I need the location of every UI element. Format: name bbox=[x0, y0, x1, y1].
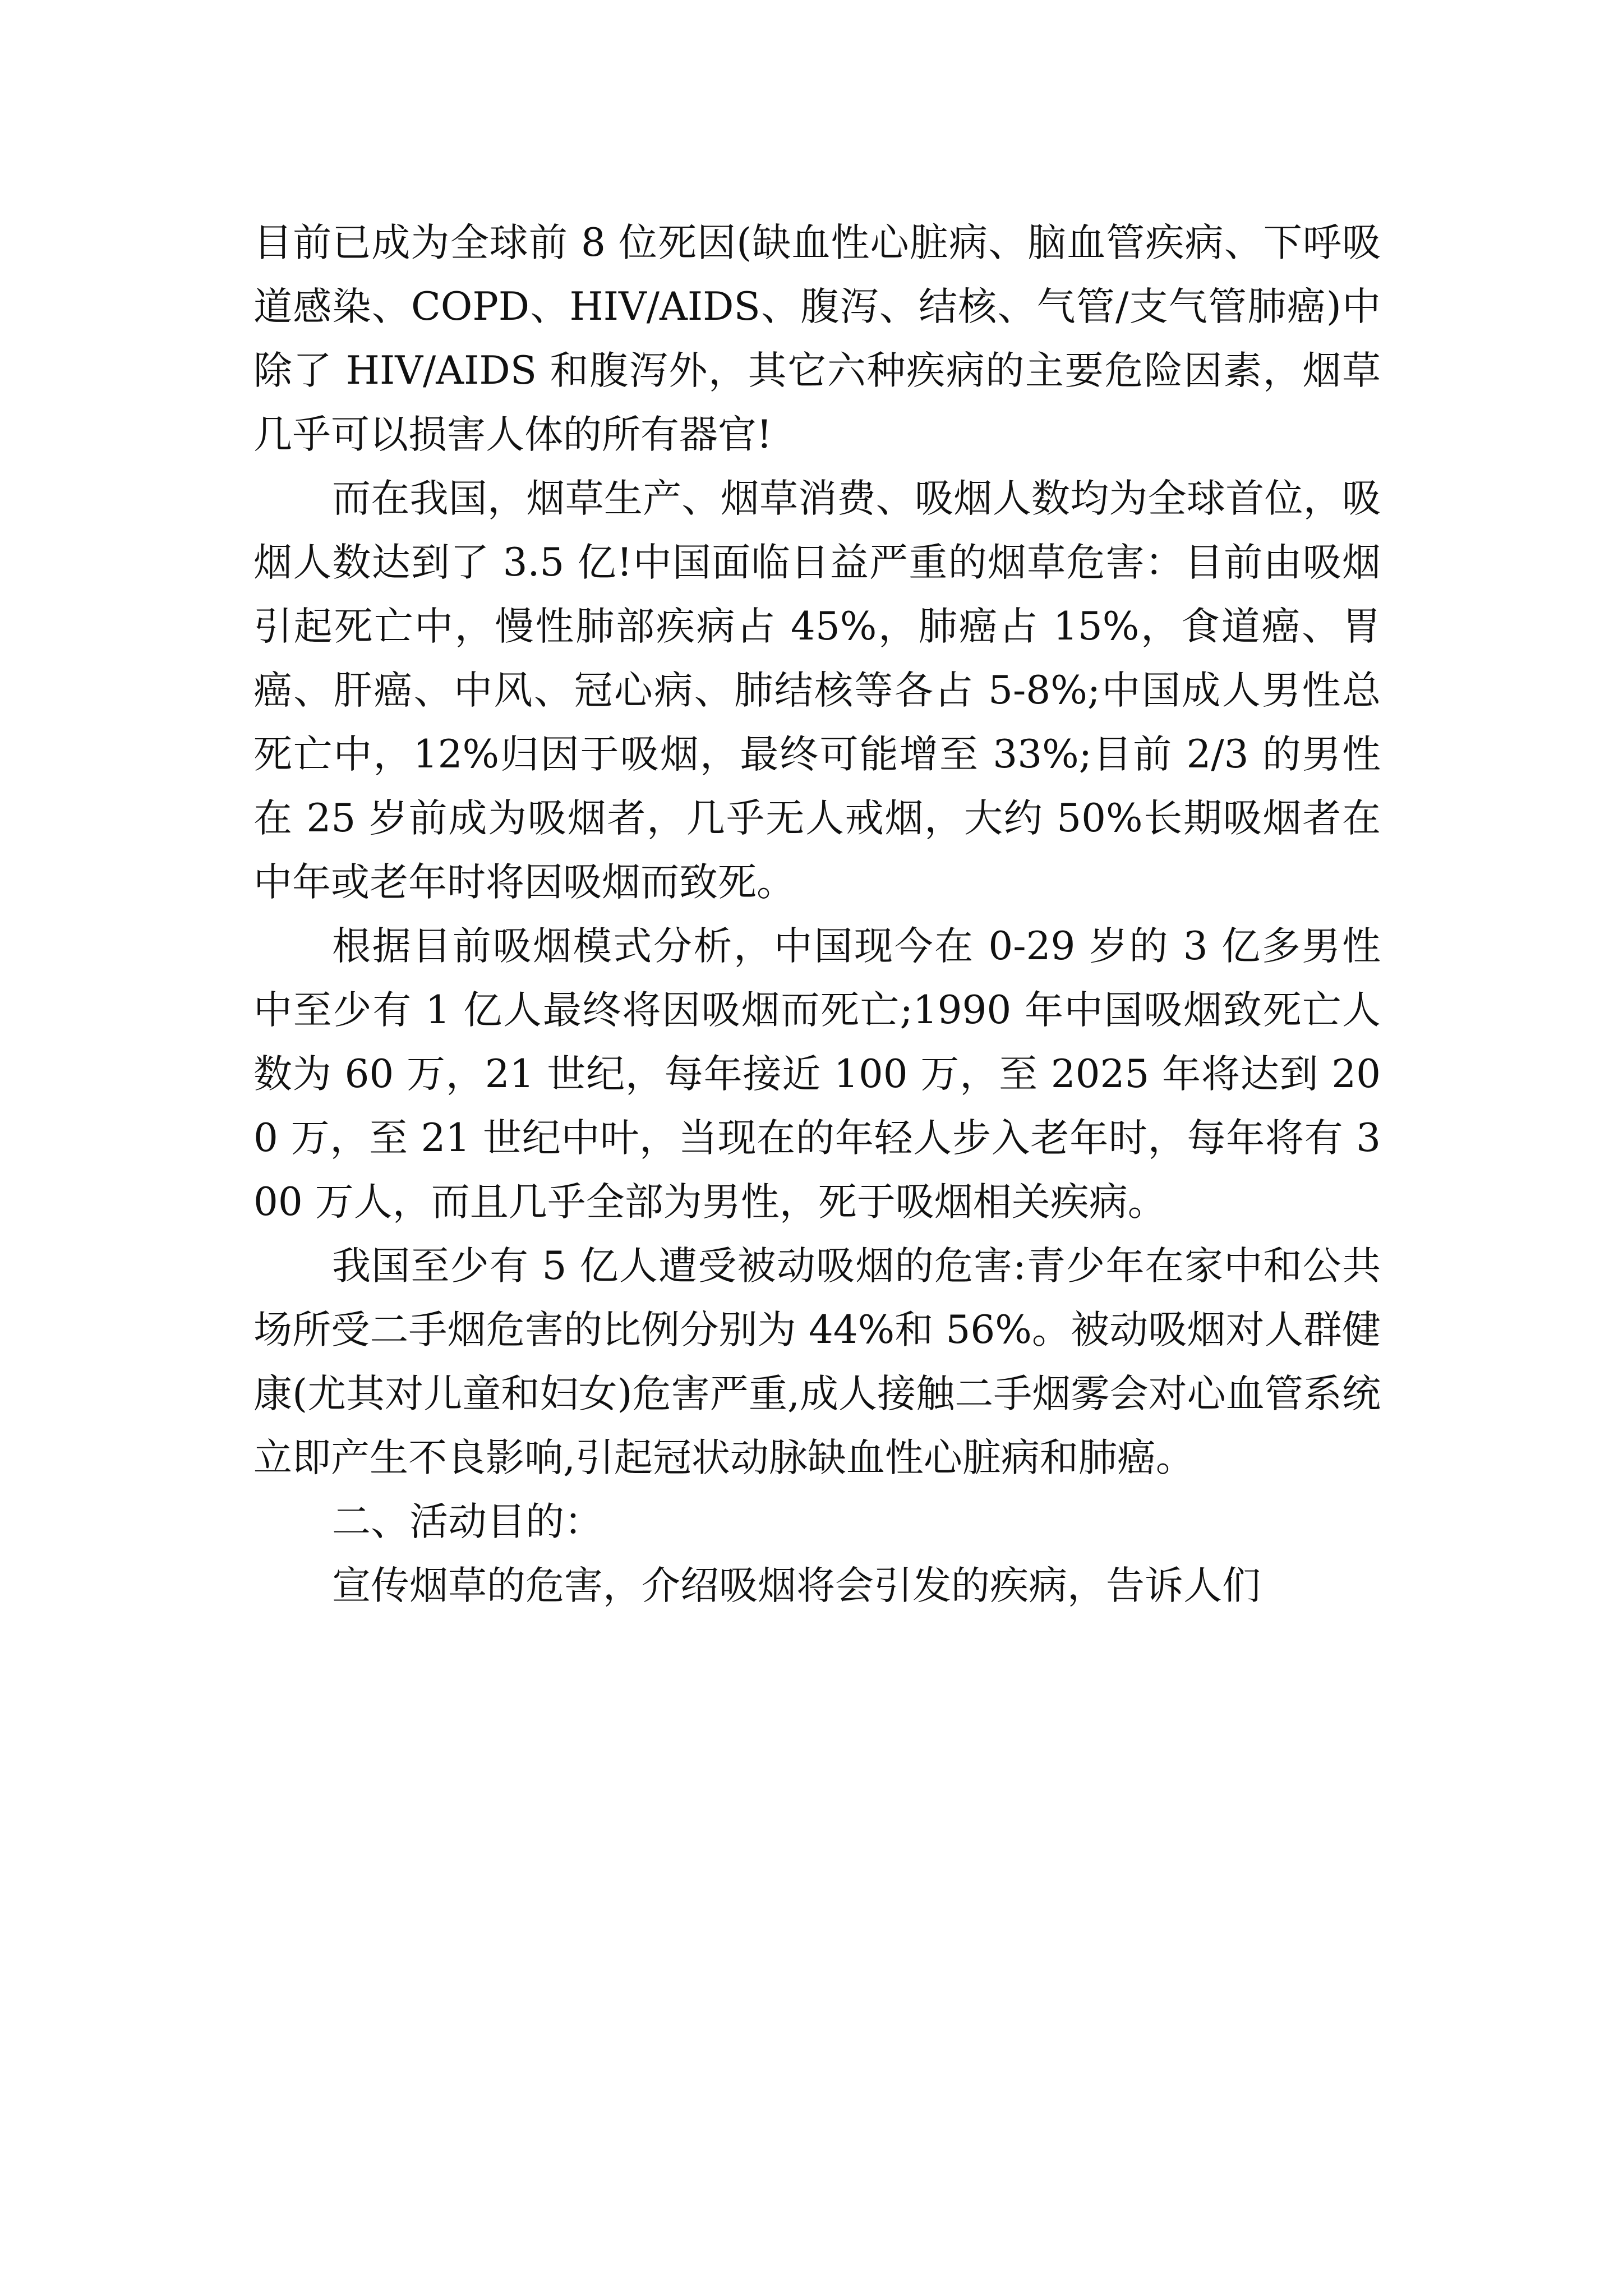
paragraph-passive-smoking: 我国至少有 5 亿人遭受被动吸烟的危害:青少年在家中和公共场所受二手烟危害的比例分别为 44%和 56%。被动吸烟对人群健康(尤其对儿童和妇女)危害严重,成人接触二手烟雾会对心血管系统立即产生不良影响,引起冠状动脉缺血性心脏病和肺癌。 bbox=[253, 1244, 1381, 1480]
paragraph-activity-purpose: 宣传烟草的危害，介绍吸烟将会引发的疾病，告诉人们 bbox=[332, 1563, 1261, 1608]
document-body bbox=[253, 211, 1381, 1618]
section-heading-activity-purpose: 二、活动目的： bbox=[332, 1499, 603, 1544]
paragraph-smoking-mortality-projection: 根据目前吸烟模式分析，中国现今在 0-29 岁的 3 亿多男性中至少有 1 亿人最终将因吸烟而死亡;1990 年中国吸烟致死亡人数为 60 万，21 世纪，每年接近 100 万，至 2025 年将达到 200 万，至 21 世纪中叶，当现在的年轻人步入老年时，每年将有 300 万人，而且几乎全部为男性，死于吸烟相关疾病。 bbox=[253, 924, 1381, 1225]
paragraph-global-death-causes: 目前已成为全球前 8 位死因(缺血性心脏病、脑血管疾病、下呼吸道感染、COPD、HIV/AIDS、腹泻、结核、气管/支气管肺癌)中除了 HIV/AIDS 和腹泻外，其它六种疾病的主要危险因素，烟草几乎可以损害人体的所有器官! bbox=[253, 220, 1381, 457]
paragraph-china-tobacco-harm: 而在我国，烟草生产、烟草消费、吸烟人数均为全球首位，吸烟人数达到了 3.5 亿!中国面临日益严重的烟草危害：目前由吸烟引起死亡中，慢性肺部疾病占 45%，肺癌占 15%，食道癌、胃癌、肝癌、中风、冠心病、肺结核等各占 5-8%;中国成人男性总死亡中，12%归因于吸烟，最终可能增至 33%;目前 2/3 的男性在 25 岁前成为吸烟者，几乎无人戒烟，大约 50%长期吸烟者在中年或老年时将因吸烟而致死。 bbox=[253, 476, 1381, 905]
